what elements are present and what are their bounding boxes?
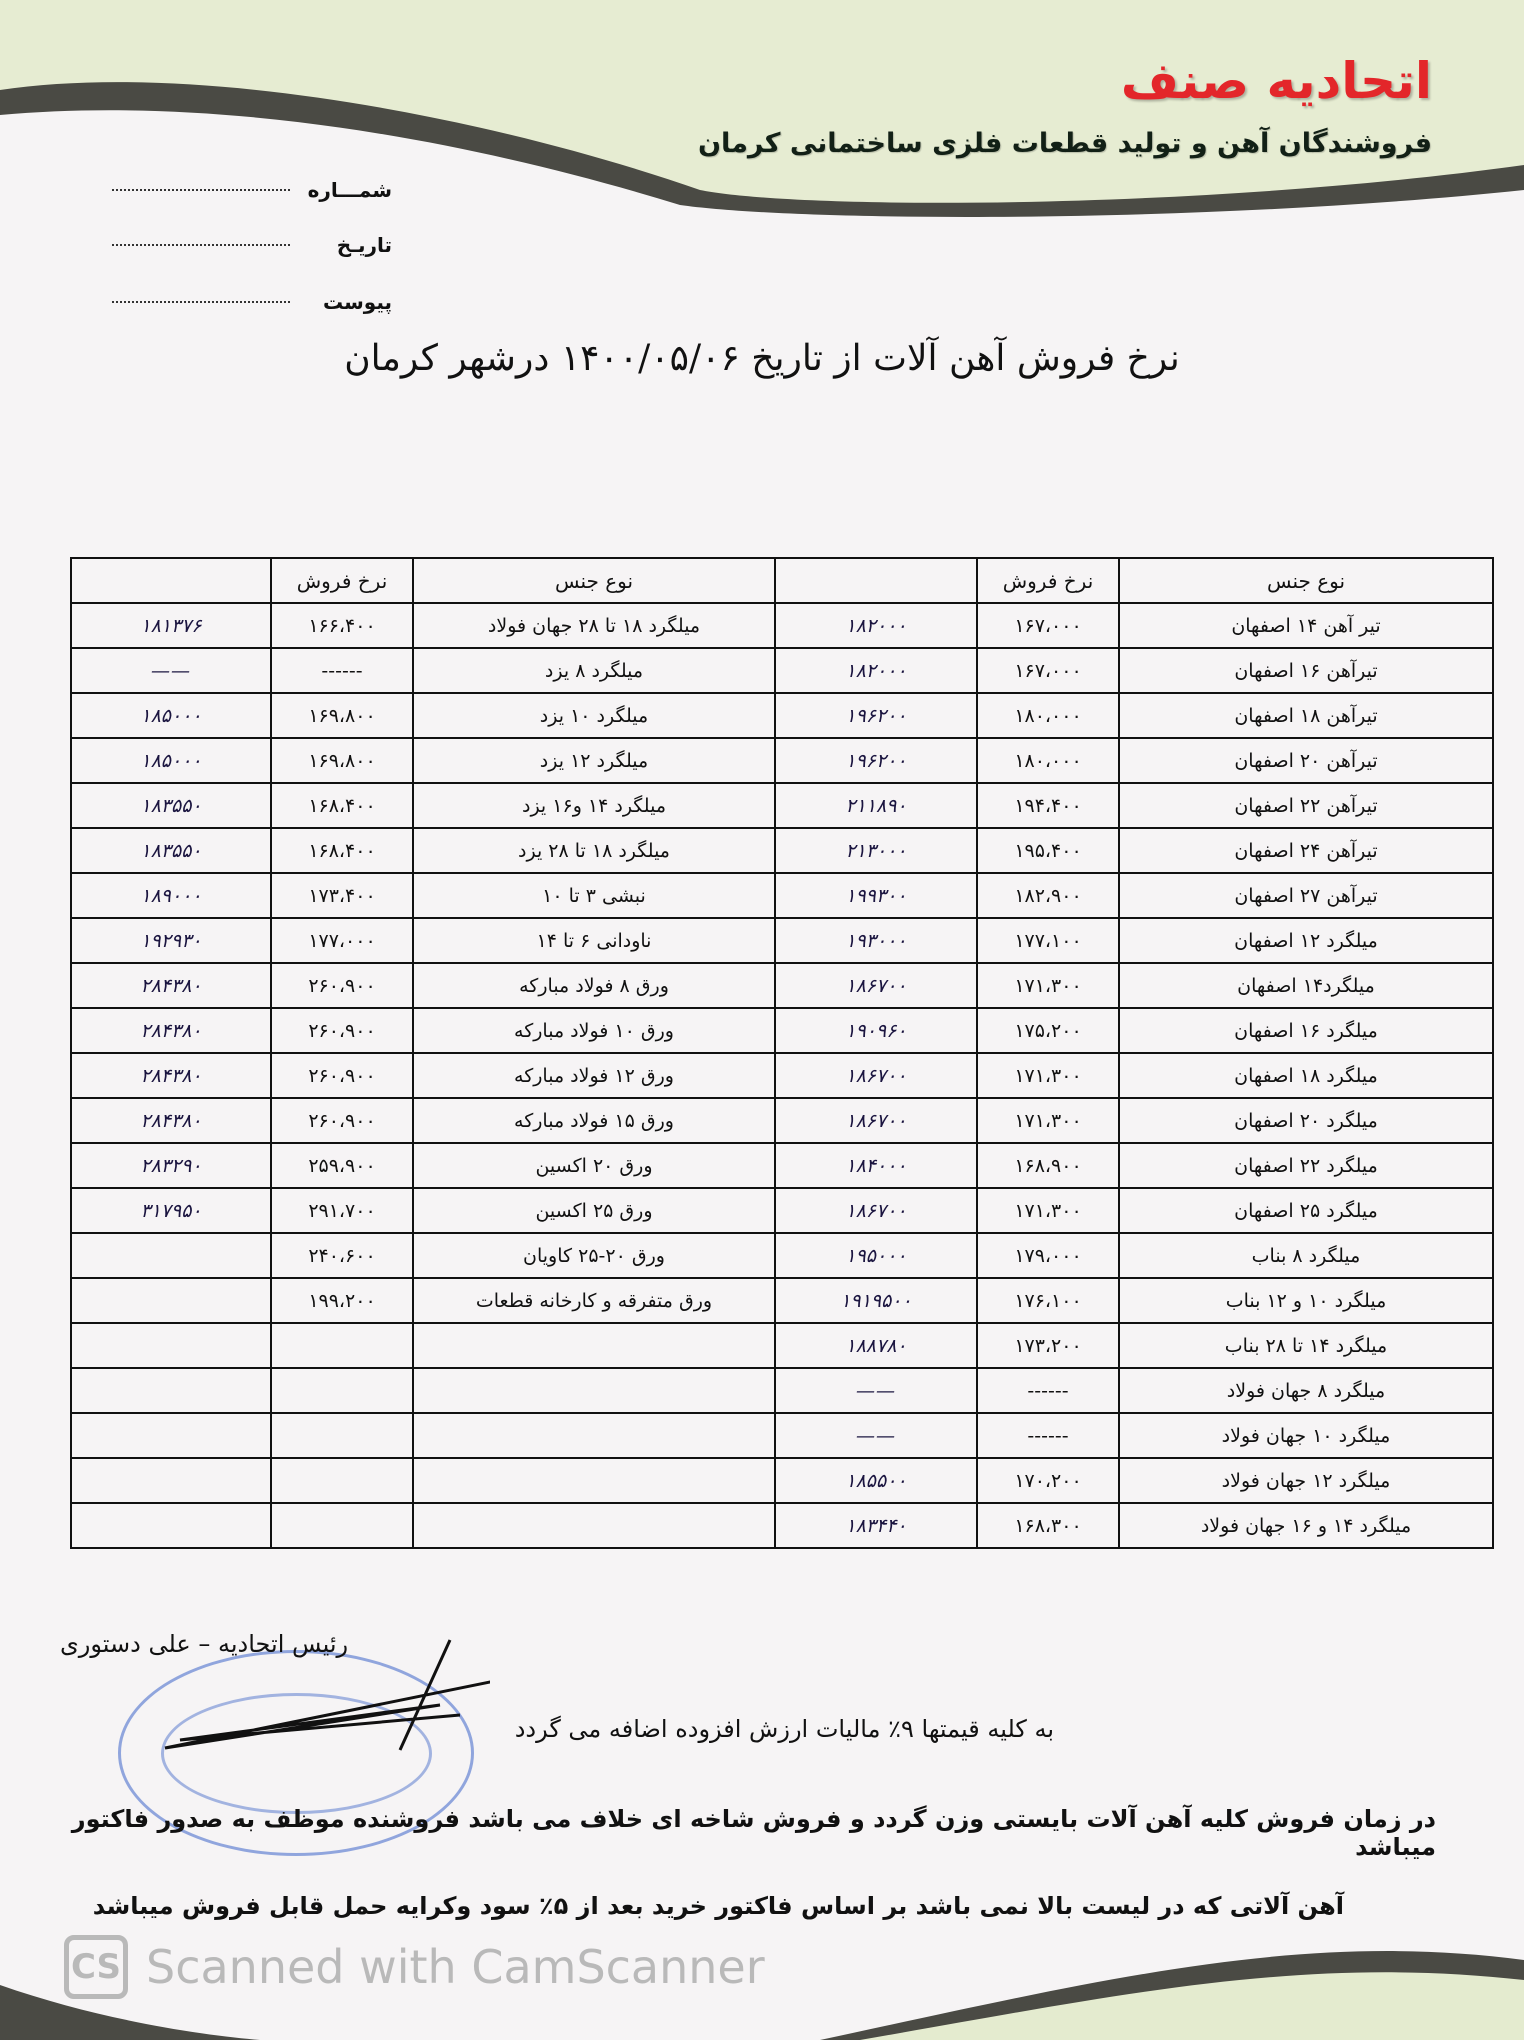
- sale-rate-right: ۱۷۱،۳۰۰: [977, 1098, 1119, 1143]
- sale-rate-left: ۱۶۹،۸۰۰: [271, 738, 413, 783]
- handwritten-price-left: [71, 1278, 271, 1323]
- sale-rate-left: ۱۹۹،۲۰۰: [271, 1278, 413, 1323]
- header-name-left: نوع جنس: [413, 558, 775, 603]
- item-name-left: ورق ۲۰-۲۵ کاویان: [413, 1233, 775, 1278]
- item-name-right: میلگرد ۲۵ اصفهان: [1119, 1188, 1493, 1233]
- handwritten-price-right: ۲۱۱۸۹۰: [775, 783, 977, 828]
- table-row: [71, 1233, 1493, 1278]
- sale-rate-right: ۱۷۹،۰۰۰: [977, 1233, 1119, 1278]
- sale-rate-right: ۱۸۲،۹۰۰: [977, 873, 1119, 918]
- sale-rate-left: ۲۶۰،۹۰۰: [271, 1008, 413, 1053]
- item-name-right: میلگرد ۱۰ و ۱۲ بناب: [1119, 1278, 1493, 1323]
- handwritten-price-left: [71, 1368, 271, 1413]
- table-row: [71, 918, 1493, 963]
- item-name-right: میلگرد ۱۰ جهان فولاد: [1119, 1413, 1493, 1458]
- sale-rate-right: ۱۶۸،۹۰۰: [977, 1143, 1119, 1188]
- table-row: [71, 1323, 1493, 1368]
- item-name-left: ورق ۱۵ فولاد مبارکه: [413, 1098, 775, 1143]
- header-handwritten-left: [71, 558, 271, 603]
- table-row: [71, 693, 1493, 738]
- handwritten-price-left: ۱۸۹۰۰۰: [71, 873, 271, 918]
- watermark-text: Scanned with CamScanner: [146, 1940, 765, 1994]
- table-row: [71, 963, 1493, 1008]
- item-name-left: ورق ۱۲ فولاد مبارکه: [413, 1053, 775, 1098]
- handwritten-price-right: ۱۹۰۹۶۰: [775, 1008, 977, 1053]
- sale-rate-right: ۱۷۱،۳۰۰: [977, 1188, 1119, 1233]
- item-name-left: [413, 1458, 775, 1503]
- table-row: [71, 1008, 1493, 1053]
- handwritten-price-right: ۱۸۲۰۰۰: [775, 648, 977, 693]
- item-name-right: میلگرد ۱۲ جهان فولاد: [1119, 1458, 1493, 1503]
- handwritten-price-right: ۱۸۶۷۰۰: [775, 1098, 977, 1143]
- item-name-left: نبشی ۳ تا ۱۰: [413, 873, 775, 918]
- item-name-left: [413, 1323, 775, 1368]
- item-name-left: میلگرد ۱۸ تا ۲۸ جهان فولاد: [413, 603, 775, 648]
- sale-rate-left: [271, 1503, 413, 1548]
- handwritten-price-right: ۱۹۶۲۰۰: [775, 693, 977, 738]
- item-name-left: ورق متفرقه و کارخانه قطعات: [413, 1278, 775, 1323]
- sale-rate-right: ۱۹۴،۴۰۰: [977, 783, 1119, 828]
- handwritten-price-left: ۱۸۵۰۰۰: [71, 693, 271, 738]
- item-name-left: میلگرد ۱۲ یزد: [413, 738, 775, 783]
- item-name-right: میلگرد ۱۶ اصفهان: [1119, 1008, 1493, 1053]
- handwritten-price-left: [71, 1413, 271, 1458]
- handwritten-price-right: ۱۸۵۵۰۰: [775, 1458, 977, 1503]
- handwritten-price-right: ۱۸۲۰۰۰: [775, 603, 977, 648]
- sale-rate-right: ۱۶۸،۳۰۰: [977, 1503, 1119, 1548]
- sale-rate-left: ۱۷۳،۴۰۰: [271, 873, 413, 918]
- weighing-note: در زمان فروش کلیه آهن آلات بایستی وزن گردد و فروش شاخه ای خلاف می باشد فروشنده موظف به صدور فاکتور میباشد: [71, 1805, 1436, 1861]
- sale-rate-right: ۱۸۰،۰۰۰: [977, 738, 1119, 783]
- price-table: [70, 557, 1494, 1549]
- handwritten-price-left: [71, 1233, 271, 1278]
- date-label: تاریـخ: [336, 233, 392, 257]
- sale-rate-right: ۱۷۱،۳۰۰: [977, 963, 1119, 1008]
- sale-rate-left: ۲۶۰،۹۰۰: [271, 1098, 413, 1143]
- table-row: [71, 1053, 1493, 1098]
- item-name-left: میلگرد ۸ یزد: [413, 648, 775, 693]
- sale-rate-left: [271, 1368, 413, 1413]
- header-rate-right: نرخ فروش: [977, 558, 1119, 603]
- handwritten-price-left: [71, 1503, 271, 1548]
- table-row: [71, 1368, 1493, 1413]
- item-name-right: تیر آهن ۱۴ اصفهان: [1119, 603, 1493, 648]
- table-row: [71, 603, 1493, 648]
- sale-rate-left: ۲۵۹،۹۰۰: [271, 1143, 413, 1188]
- unlisted-items-note: آهن آلاتی که در لیست بالا نمی باشد بر اساس فاکتور خرید بعد از ۵٪ سود وکرایه حمل قابل فروش میباشد: [92, 1892, 1344, 1920]
- handwritten-price-right: ۱۹۱۹۵۰۰: [775, 1278, 977, 1323]
- item-name-right: میلگرد ۸ بناب: [1119, 1233, 1493, 1278]
- header-name-right: نوع جنس: [1119, 558, 1493, 603]
- header-rate-left: نرخ فروش: [271, 558, 413, 603]
- table-row: [71, 873, 1493, 918]
- handwritten-price-left: ۲۸۴۳۸۰: [71, 1053, 271, 1098]
- table-header-row: [71, 558, 1493, 603]
- number-field[interactable]: [112, 178, 392, 202]
- attachment-label: پیوست: [322, 290, 392, 314]
- handwritten-price-right: ۱۹۵۰۰۰: [775, 1233, 977, 1278]
- item-name-left: [413, 1503, 775, 1548]
- item-name-right: میلگرد ۲۰ اصفهان: [1119, 1098, 1493, 1143]
- item-name-left: ورق ۲۵ اکسین: [413, 1188, 775, 1233]
- handwritten-price-right: ۱۹۹۳۰۰: [775, 873, 977, 918]
- item-name-right: تیرآهن ۲۲ اصفهان: [1119, 783, 1493, 828]
- handwritten-price-left: ۱۸۳۵۵۰: [71, 828, 271, 873]
- vat-note: به کلیه قیمتها ۹٪ مالیات ارزش افزوده اضافه می گردد: [514, 1715, 1054, 1743]
- handwritten-price-right: ۲۱۳۰۰۰: [775, 828, 977, 873]
- table-row: [71, 1143, 1493, 1188]
- table-row: [71, 738, 1493, 783]
- table-row: [71, 1188, 1493, 1233]
- number-label: شمـــاره: [307, 178, 392, 202]
- item-name-right: میلگرد ۸ جهان فولاد: [1119, 1368, 1493, 1413]
- handwritten-price-left: ۱۹۲۹۳۰: [71, 918, 271, 963]
- handwritten-price-left: [71, 1458, 271, 1503]
- table-row: [71, 783, 1493, 828]
- sale-rate-right: ۱۷۰،۲۰۰: [977, 1458, 1119, 1503]
- date-blank-line: [112, 244, 290, 246]
- table-row: [71, 1278, 1493, 1323]
- item-name-right: میلگرد ۱۲ اصفهان: [1119, 918, 1493, 963]
- handwritten-price-right: ۱۸۴۰۰۰: [775, 1143, 977, 1188]
- item-name-left: ورق ۲۰ اکسین: [413, 1143, 775, 1188]
- sale-rate-left: [271, 1458, 413, 1503]
- table-row: [71, 648, 1493, 693]
- handwritten-price-right: ۱۸۶۷۰۰: [775, 1053, 977, 1098]
- handwritten-price-right: ۱۸۳۴۴۰: [775, 1503, 977, 1548]
- sale-rate-right: ------: [977, 1368, 1119, 1413]
- sale-rate-left: ۱۷۷،۰۰۰: [271, 918, 413, 963]
- camscanner-watermark: [64, 1935, 765, 1999]
- handwritten-price-left: ۲۸۴۳۸۰: [71, 963, 271, 1008]
- sale-rate-left: ۱۶۸،۴۰۰: [271, 783, 413, 828]
- item-name-left: میلگرد ۱۴ و۱۶ یزد: [413, 783, 775, 828]
- sale-rate-right: ------: [977, 1413, 1119, 1458]
- date-field[interactable]: [112, 233, 392, 257]
- org-title: اتحادیه صنف: [1120, 52, 1432, 110]
- sale-rate-right: ۱۷۷،۱۰۰: [977, 918, 1119, 963]
- item-name-left: [413, 1413, 775, 1458]
- sale-rate-right: ۱۷۱،۳۰۰: [977, 1053, 1119, 1098]
- handwritten-price-right: ۱۸۶۷۰۰: [775, 1188, 977, 1233]
- item-name-right: میلگرد ۱۸ اصفهان: [1119, 1053, 1493, 1098]
- page-title: نرخ فروش آهن آلات از تاریخ ۱۴۰۰/۰۵/۰۶ درشهر کرمان: [344, 338, 1180, 379]
- sale-rate-right: ۱۹۵،۴۰۰: [977, 828, 1119, 873]
- item-name-right: تیرآهن ۱۶ اصفهان: [1119, 648, 1493, 693]
- handwritten-price-left: ۳۱۷۹۵۰: [71, 1188, 271, 1233]
- item-name-left: ناودانی ۶ تا ۱۴: [413, 918, 775, 963]
- item-name-right: تیرآهن ۲۰ اصفهان: [1119, 738, 1493, 783]
- sale-rate-right: ۱۸۰،۰۰۰: [977, 693, 1119, 738]
- handwritten-price-right: ۱۹۳۰۰۰: [775, 918, 977, 963]
- item-name-right: تیرآهن ۲۴ اصفهان: [1119, 828, 1493, 873]
- handwritten-price-left: ۲۸۴۳۸۰: [71, 1008, 271, 1053]
- attachment-blank-line: [112, 301, 290, 303]
- item-name-right: تیرآهن ۲۷ اصفهان: [1119, 873, 1493, 918]
- sale-rate-left: ۲۶۰،۹۰۰: [271, 963, 413, 1008]
- sale-rate-left: ۱۶۹،۸۰۰: [271, 693, 413, 738]
- handwritten-price-left: ۲۸۳۲۹۰: [71, 1143, 271, 1188]
- handwritten-price-left: ۱۸۳۵۵۰: [71, 783, 271, 828]
- table-row: [71, 1098, 1493, 1143]
- sale-rate-left: ۲۴۰،۶۰۰: [271, 1233, 413, 1278]
- sale-rate-left: ------: [271, 648, 413, 693]
- item-name-left: میلگرد ۱۰ یزد: [413, 693, 775, 738]
- header-handwritten-right: [775, 558, 977, 603]
- sale-rate-right: ۱۷۵،۲۰۰: [977, 1008, 1119, 1053]
- sale-rate-right: ۱۷۶،۱۰۰: [977, 1278, 1119, 1323]
- camscanner-logo-icon: CS: [64, 1935, 128, 1999]
- item-name-right: میلگرد۱۴ اصفهان: [1119, 963, 1493, 1008]
- item-name-left: [413, 1368, 775, 1413]
- table-row: [71, 1458, 1493, 1503]
- handwritten-price-right: ——: [775, 1413, 977, 1458]
- org-subtitle: فروشندگان آهن و تولید قطعات فلزی ساختمانی کرمان: [698, 128, 1432, 159]
- sale-rate-left: ۱۶۶،۴۰۰: [271, 603, 413, 648]
- item-name-right: میلگرد ۱۴ و ۱۶ جهان فولاد: [1119, 1503, 1493, 1548]
- handwritten-price-left: [71, 1323, 271, 1368]
- handwritten-price-left: ۲۸۴۳۸۰: [71, 1098, 271, 1143]
- item-name-left: ورق ۸ فولاد مبارکه: [413, 963, 775, 1008]
- item-name-left: ورق ۱۰ فولاد مبارکه: [413, 1008, 775, 1053]
- sale-rate-right: ۱۷۳،۲۰۰: [977, 1323, 1119, 1368]
- table-row: [71, 1413, 1493, 1458]
- signatory-name: رئیس اتحادیه – علی دستوری: [60, 1630, 349, 1658]
- sale-rate-left: ۱۶۸،۴۰۰: [271, 828, 413, 873]
- attachment-field[interactable]: [112, 290, 392, 314]
- handwritten-price-left: ——: [71, 648, 271, 693]
- item-name-right: تیرآهن ۱۸ اصفهان: [1119, 693, 1493, 738]
- handwritten-price-left: ۱۸۱۳۷۶: [71, 603, 271, 648]
- number-blank-line: [112, 189, 290, 191]
- sale-rate-right: ۱۶۷،۰۰۰: [977, 603, 1119, 648]
- handwritten-price-right: ——: [775, 1368, 977, 1413]
- item-name-right: میلگرد ۲۲ اصفهان: [1119, 1143, 1493, 1188]
- signature-scribble: [160, 1630, 490, 1760]
- handwritten-price-right: ۱۹۶۲۰۰: [775, 738, 977, 783]
- handwritten-price-left: ۱۸۵۰۰۰: [71, 738, 271, 783]
- table-row: [71, 828, 1493, 873]
- item-name-left: میلگرد ۱۸ تا ۲۸ یزد: [413, 828, 775, 873]
- sale-rate-left: ۲۶۰،۹۰۰: [271, 1053, 413, 1098]
- sale-rate-right: ۱۶۷،۰۰۰: [977, 648, 1119, 693]
- handwritten-price-right: ۱۸۶۷۰۰: [775, 963, 977, 1008]
- handwritten-price-right: ۱۸۸۷۸۰: [775, 1323, 977, 1368]
- sale-rate-left: [271, 1413, 413, 1458]
- table-row: [71, 1503, 1493, 1548]
- item-name-right: میلگرد ۱۴ تا ۲۸ بناب: [1119, 1323, 1493, 1368]
- sale-rate-left: [271, 1323, 413, 1368]
- sale-rate-left: ۲۹۱،۷۰۰: [271, 1188, 413, 1233]
